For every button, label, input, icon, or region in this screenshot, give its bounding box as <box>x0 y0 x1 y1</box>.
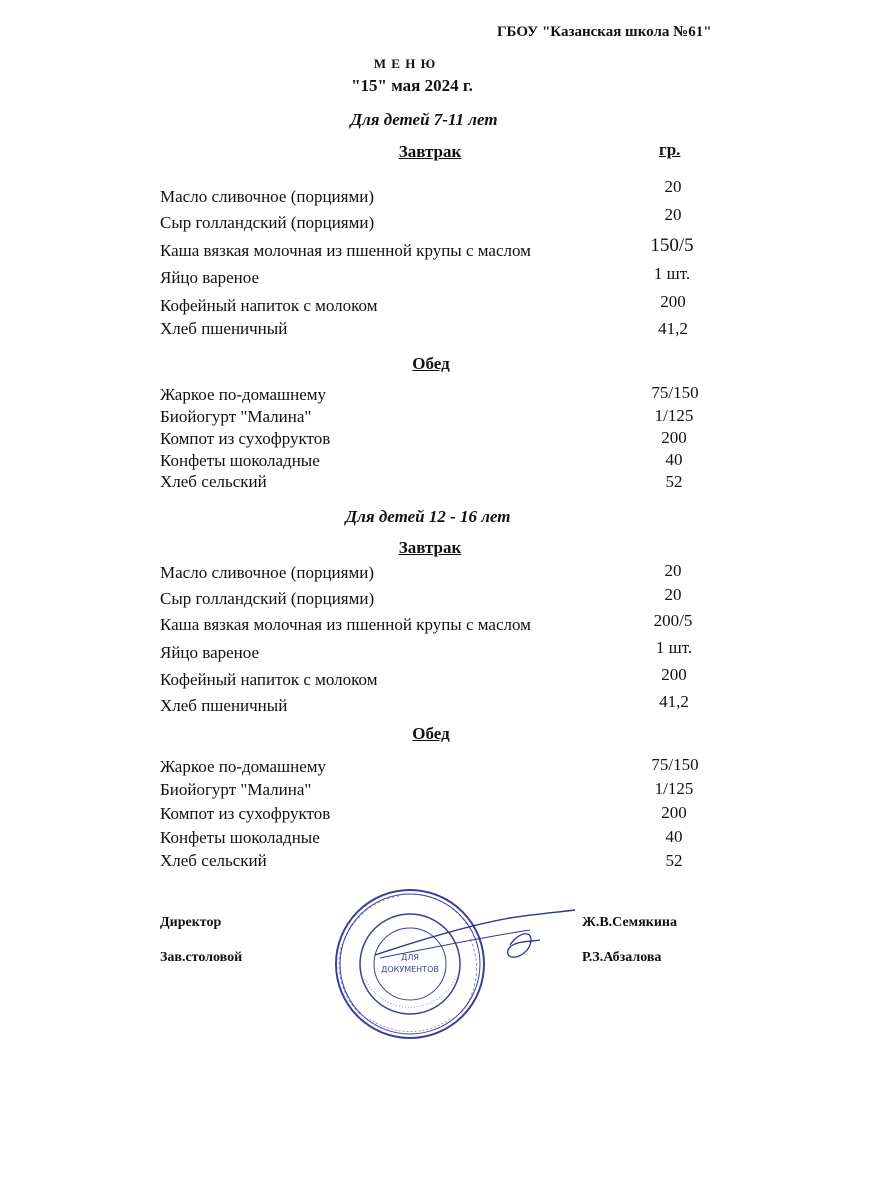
canteen-manager-name: Р.З.Абзалова <box>582 950 662 965</box>
director-role: Директор <box>160 915 222 930</box>
canteen-manager-role: Зав.столовой <box>160 950 243 965</box>
menu-item-name: Яйцо вареное <box>160 268 260 287</box>
signature-scribble <box>360 900 590 980</box>
school-name: ГБОУ "Казанская школа №61" <box>497 24 712 40</box>
menu-item-name: Биойогурт "Малина" <box>160 780 312 799</box>
menu-item-name: Кофейный напиток с молоком <box>160 670 378 689</box>
menu-item-qty: 1/125 <box>654 406 694 425</box>
menu-item-qty: 20 <box>664 177 682 196</box>
section-title: Завтрак <box>398 538 462 557</box>
menu-item-qty: 20 <box>664 205 682 224</box>
menu-item-qty: 20 <box>664 585 682 604</box>
menu-date: "15" мая 2024 г. <box>351 76 473 95</box>
section-title: Обед <box>412 724 450 743</box>
menu-item-qty: 75/150 <box>651 755 699 774</box>
menu-item-name: Сыр голландский (порциями) <box>160 213 375 232</box>
menu-item-qty: 150/5 <box>650 235 694 256</box>
age-group-title: Для детей 12 - 16 лет <box>345 507 511 526</box>
menu-item-name: Хлеб сельский <box>160 472 267 491</box>
menu-title: М Е Н Ю <box>373 56 437 71</box>
menu-item-qty: 1/125 <box>654 779 694 798</box>
menu-item-qty: 52 <box>665 472 683 491</box>
menu-item-qty: 52 <box>665 851 683 870</box>
menu-item-name: Жаркое по-домашнему <box>160 757 327 776</box>
menu-item-qty: 200/5 <box>653 611 693 630</box>
menu-item-qty: 40 <box>665 450 683 469</box>
menu-item-name: Хлеб сельский <box>160 851 267 870</box>
menu-item-name: Компот из сухофруктов <box>160 804 331 823</box>
menu-item-name: Каша вязкая молочная из пшенной крупы с маслом <box>160 615 531 634</box>
menu-item-name: Кофейный напиток с молоком <box>160 296 378 315</box>
menu-item-name: Хлеб пшеничный <box>160 696 288 715</box>
section-title: Завтрак <box>398 142 462 161</box>
menu-item-qty: 41,2 <box>659 692 689 711</box>
menu-item-name: Биойогурт "Малина" <box>160 407 312 426</box>
menu-item-name: Каша вязкая молочная из пшенной крупы с маслом <box>160 241 531 260</box>
menu-item-qty: 200 <box>660 292 686 311</box>
menu-item-name: Масло сливочное (порциями) <box>160 563 374 582</box>
menu-item-qty: 41,2 <box>658 319 688 338</box>
seal-text: ДЛЯ <box>401 953 419 962</box>
section-title: Обед <box>412 354 450 373</box>
menu-item-name: Конфеты шоколадные <box>160 828 320 847</box>
menu-item-qty: 40 <box>665 827 683 846</box>
menu-item-qty: 20 <box>664 561 682 580</box>
menu-item-qty: 1 шт. <box>653 264 691 283</box>
menu-item-qty: 200 <box>661 428 687 447</box>
menu-item-name: Жаркое по-домашнему <box>160 385 327 404</box>
menu-item-qty: 200 <box>661 803 687 822</box>
menu-item-name: Компот из сухофруктов <box>160 429 331 448</box>
age-group-title: Для детей 7-11 лет <box>350 110 498 129</box>
seal-text: ДОКУМЕНТОВ <box>381 965 439 974</box>
menu-item-name: Сыр голландский (порциями) <box>160 589 375 608</box>
menu-item-name: Конфеты шоколадные <box>160 451 320 470</box>
menu-item-qty: 75/150 <box>651 383 699 402</box>
qty-header: гр. <box>659 140 681 159</box>
director-name: Ж.В.Семякина <box>582 915 677 930</box>
menu-item-name: Хлеб пшеничный <box>160 319 288 338</box>
menu-item-qty: 1 шт. <box>655 638 693 657</box>
menu-item-name: Масло сливочное (порциями) <box>160 187 374 206</box>
menu-item-qty: 200 <box>661 665 687 684</box>
menu-item-name: Яйцо вареное <box>160 643 260 662</box>
